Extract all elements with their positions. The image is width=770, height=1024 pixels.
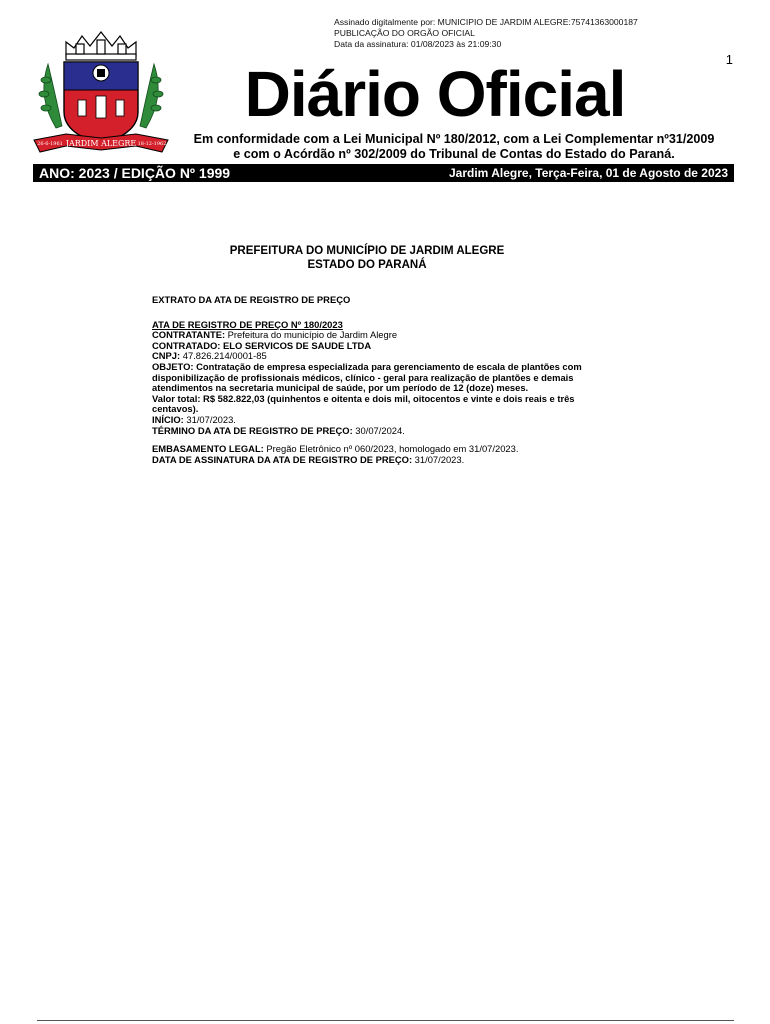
org-line-1: PREFEITURA DO MUNICÍPIO DE JARDIM ALEGRE (229, 245, 505, 257)
coat-of-arms-icon (26, 28, 176, 158)
objeto-line (152, 362, 602, 394)
assinatura-line (152, 455, 602, 466)
assinatura-label: DATA DE ASSINATURA DA ATA DE REGISTRO DE PREÇO: (152, 453, 413, 465)
legal-line-2: e com o Acórdão nº 302/2009 do Tribunal de Contas do Estado do Paraná. (233, 147, 675, 161)
valor-line (152, 394, 602, 415)
termino-value: 30/07/2024. (352, 424, 405, 436)
page-number: 1 (725, 52, 733, 67)
inicio-value: 31/07/2023. (183, 413, 236, 425)
digital-signature-block (334, 17, 638, 50)
contratante-label: CONTRATANTE: (152, 329, 226, 341)
contratado-text: CONTRATADO: ELO SERVICOS DE SAUDE LTDA (152, 339, 372, 351)
inicio-label: INÍCIO: (152, 413, 184, 425)
embasamento-value: Pregão Eletrônico nº 060/2023, homologado em 31/07/2023. (263, 443, 519, 455)
cnpj-label: CNPJ: (152, 350, 181, 362)
publication-title: Diário Oficial (244, 58, 626, 130)
ata-title: ATA DE REGISTRO DE PREÇO Nº 180/2023 (152, 318, 343, 330)
extract-body (152, 295, 602, 465)
coat-banner-text: JARDIM ALEGRE (65, 139, 137, 148)
coat-of-arms-logo (26, 28, 176, 158)
footer-divider (37, 1020, 734, 1021)
extract-heading: EXTRATO DA ATA DE REGISTRO DE PREÇO (152, 294, 351, 305)
coat-date-left: 26-6-1961 (37, 141, 63, 147)
assinatura-value: 31/07/2023. (412, 453, 465, 465)
organization-heading (150, 245, 584, 272)
signature-line-2: PUBLICAÇÃO DO ORGÃO OFICIAL (334, 28, 475, 38)
signature-line-3: Data da assinatura: 01/08/2023 às 21:09:30 (334, 39, 502, 49)
termino-line (152, 426, 602, 437)
legal-line-1: Em conformidade com a Lei Municipal Nº 180/2012, com a Lei Complementar nº31/2009 (193, 132, 715, 146)
objeto-value: Contratação de empresa especializada para gerenciamento de escala de plantões com disponibilização de profissionais médicos, clínico - geral para realização de plantões e demais atendimentos na secretaria municipal de saúde, por um período de 12 (doze) meses. (152, 360, 582, 394)
valor-text: Valor total: R$ 582.822,03 (quinhentos e oitenta e dois mil, oitocentos e vinte e dois reais e três centavos). (152, 392, 575, 415)
termino-label: TÉRMINO DA ATA DE REGISTRO DE PREÇO: (152, 424, 353, 436)
objeto-label: OBJETO: (152, 360, 194, 372)
edition-bar (33, 164, 734, 182)
cnpj-value: 47.826.214/0001-85 (180, 350, 267, 362)
coat-date-right: 18-12-1962 (137, 141, 167, 147)
embasamento-label: EMBASAMENTO LEGAL: (152, 443, 264, 455)
signature-line-1: Assinado digitalmente por: MUNICIPIO DE JARDIM ALEGRE:75741363000187 (334, 17, 638, 27)
org-line-2: ESTADO DO PARANÁ (307, 258, 427, 271)
contratante-value: Prefeitura do município de Jardim Alegre (225, 329, 398, 341)
edition-label: ANO: 2023 / EDIÇÃO Nº 1999 (39, 165, 231, 181)
legal-basis-text (180, 132, 728, 162)
dateline: Jardim Alegre, Terça-Feira, 01 de Agosto de 2023 (449, 166, 728, 180)
